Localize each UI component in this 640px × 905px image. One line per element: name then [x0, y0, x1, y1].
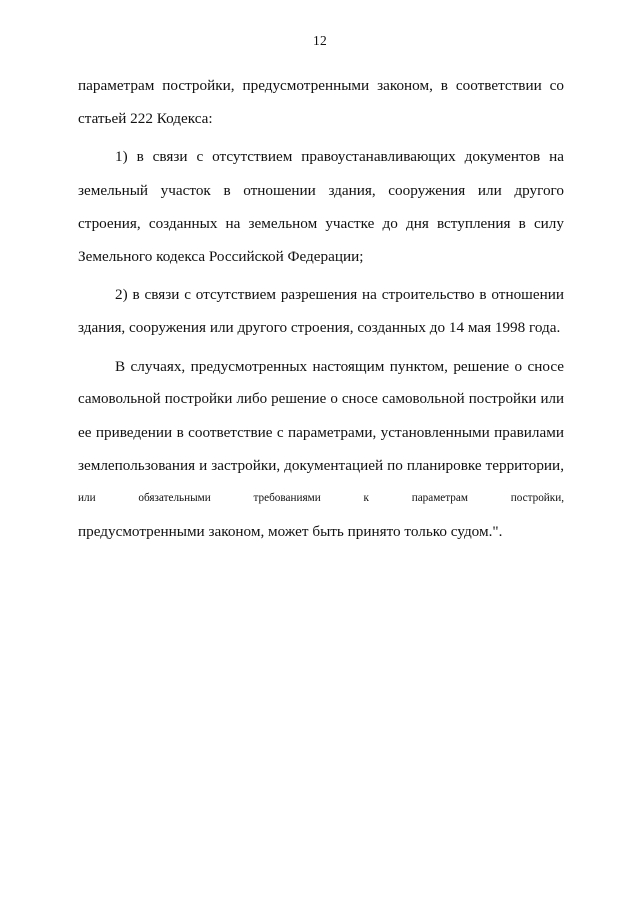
text-line: параметрам постройки, предусмотренными законом, в соответствии со: [78, 77, 564, 94]
text-line: статьей 222 Кодекса:: [78, 110, 213, 128]
page-number: 12: [312, 33, 328, 48]
text-line: 1) в связи с отсутствием правоустанавливающих документов на: [115, 148, 564, 166]
text-line: здания, сооружения или другого строения, созданных до 14 мая 1998 года.: [78, 319, 561, 337]
paragraph-item-2: [78, 278, 564, 344]
text-line: самовольной постройки либо решение о сносе самовольной постройки или: [78, 390, 564, 407]
text-line: или обязательными требованиями к параметрам постройки,: [78, 492, 564, 505]
text-line: 2) в связи с отсутствием разрешения на строительство в отношении: [115, 286, 564, 304]
text-line: предусмотренными законом, может быть принято только судом.".: [78, 523, 503, 541]
paragraph-closing: [78, 350, 564, 549]
paragraph-item-1: [78, 140, 564, 273]
paragraph-continuation: [78, 69, 564, 135]
document-body: [78, 69, 564, 549]
text-line: земельный участок в отношении здания, сооружения или другого: [78, 181, 564, 199]
text-line: землепользования и застройки, документацией по планировке территории,: [78, 457, 564, 475]
text-line: В случаях, предусмотренных настоящим пунктом, решение о сносе: [115, 357, 564, 375]
text-line: строения, созданных на земельном участке до дня вступления в силу: [78, 214, 564, 232]
text-line: ее приведении в соответствие с параметрами, установленными правилами: [78, 423, 564, 441]
text-line: Земельного кодекса Российской Федерации;: [78, 247, 364, 265]
